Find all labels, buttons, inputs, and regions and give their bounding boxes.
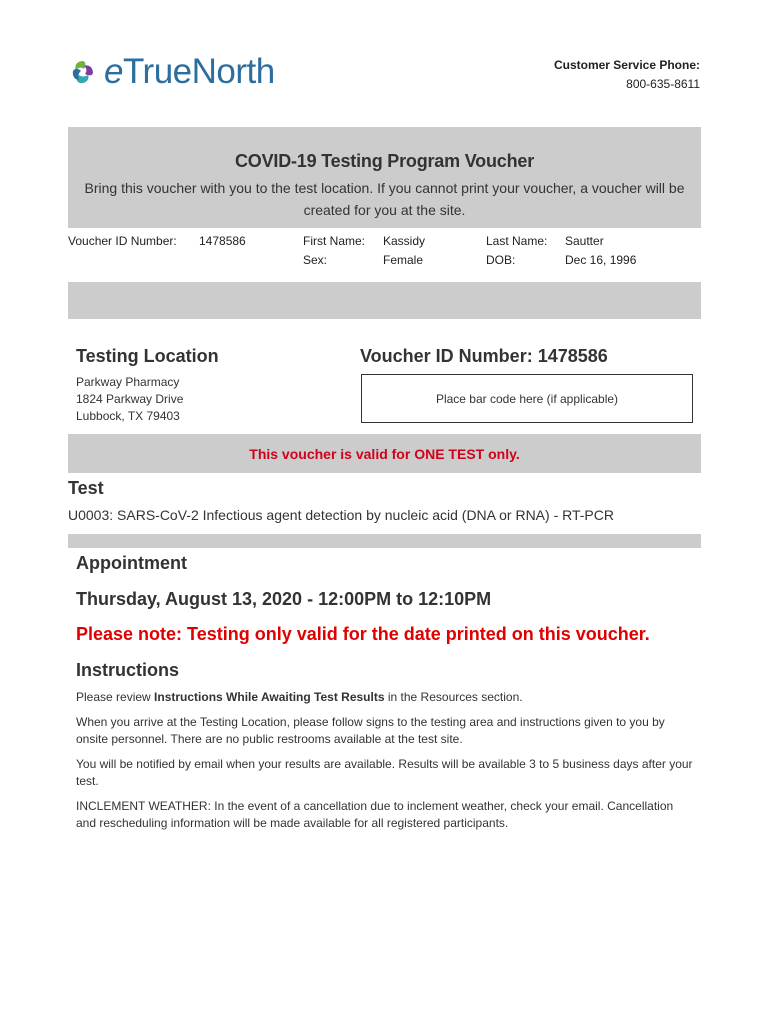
instruction-paragraph: When you arrive at the Testing Location, please follow signs to the testing area and instructions given to you by onsite personnel. There are no public restrooms available at the test site. <box>76 715 665 746</box>
barcode-placeholder-box <box>361 374 693 423</box>
appointment-datetime: Thursday, August 13, 2020 - 12:00PM to 12:10PM <box>76 589 492 609</box>
instruction-text: Please review <box>76 690 155 704</box>
voucher-id-heading: Voucher ID Number: 1478586 <box>360 346 608 366</box>
customer-service-block <box>554 56 700 94</box>
voucher-subtitle: Bring this voucher with you to the test location. If you cannot print your voucher, a voucher will be created for you at the site. <box>84 180 685 218</box>
validity-text: This voucher is valid for ONE TEST only. <box>249 445 520 462</box>
testing-location-address <box>76 374 183 425</box>
test-description: U0003: SARS-CoV-2 Infectious agent detection by nucleic acid (DNA or RNA) - RT-PCR <box>68 507 614 523</box>
first-name-label: First Name: <box>303 234 366 248</box>
voucher-id-label: Voucher ID Number: <box>68 234 177 248</box>
sex-value: Female <box>383 253 424 267</box>
separator-band-thin <box>68 534 701 548</box>
voucher-id-value: 1478586 <box>199 234 246 248</box>
separator-band <box>68 282 701 319</box>
dob-label: DOB: <box>486 253 516 267</box>
instructions-heading: Instructions <box>76 660 180 680</box>
logo-text-e: e <box>104 52 123 91</box>
location-name: Parkway Pharmacy <box>76 375 180 389</box>
instruction-text: in the Resources section. <box>384 690 523 704</box>
customer-service-label: Customer Service Phone: <box>553 58 700 72</box>
test-heading: Test <box>68 478 104 498</box>
instructions-body <box>76 689 696 840</box>
trefoil-logo-icon <box>68 57 98 87</box>
logo-text <box>104 52 275 92</box>
first-name-value: Kassidy <box>383 234 426 248</box>
location-street: 1824 Parkway Drive <box>76 392 184 406</box>
instruction-paragraph: You will be notified by email when your results are available. Results will be available 3 to 5 business days after your test. <box>76 757 693 788</box>
voucher-title: COVID-19 Testing Program Voucher <box>235 151 534 171</box>
instruction-resource-link-text: Instructions While Awaiting Test Results <box>154 690 385 704</box>
appointment-note: Please note: Testing only valid for the date printed on this voucher. <box>76 624 650 644</box>
voucher-header-banner <box>68 127 701 228</box>
appointment-heading: Appointment <box>76 553 187 573</box>
last-name-label: Last Name: <box>486 234 548 248</box>
validity-banner <box>68 434 701 473</box>
customer-service-phone[interactable]: 800-635-8611 <box>626 77 700 91</box>
barcode-placeholder-text: Place bar code here (if applicable) <box>435 391 619 406</box>
brand-logo <box>68 52 275 92</box>
dob-value: Dec 16, 1996 <box>565 253 637 267</box>
sex-label: Sex: <box>303 253 328 267</box>
instruction-paragraph <box>76 689 696 706</box>
instruction-paragraph: INCLEMENT WEATHER: In the event of a cancellation due to inclement weather, check your email. Cancellation and rescheduling information will be made available for all registered participants. <box>76 799 674 830</box>
location-city: Lubbock, TX 79403 <box>76 409 180 423</box>
testing-location-heading: Testing Location <box>76 346 219 366</box>
logo-text-rest: TrueNorth <box>122 52 275 91</box>
last-name-value: Sautter <box>565 234 604 248</box>
